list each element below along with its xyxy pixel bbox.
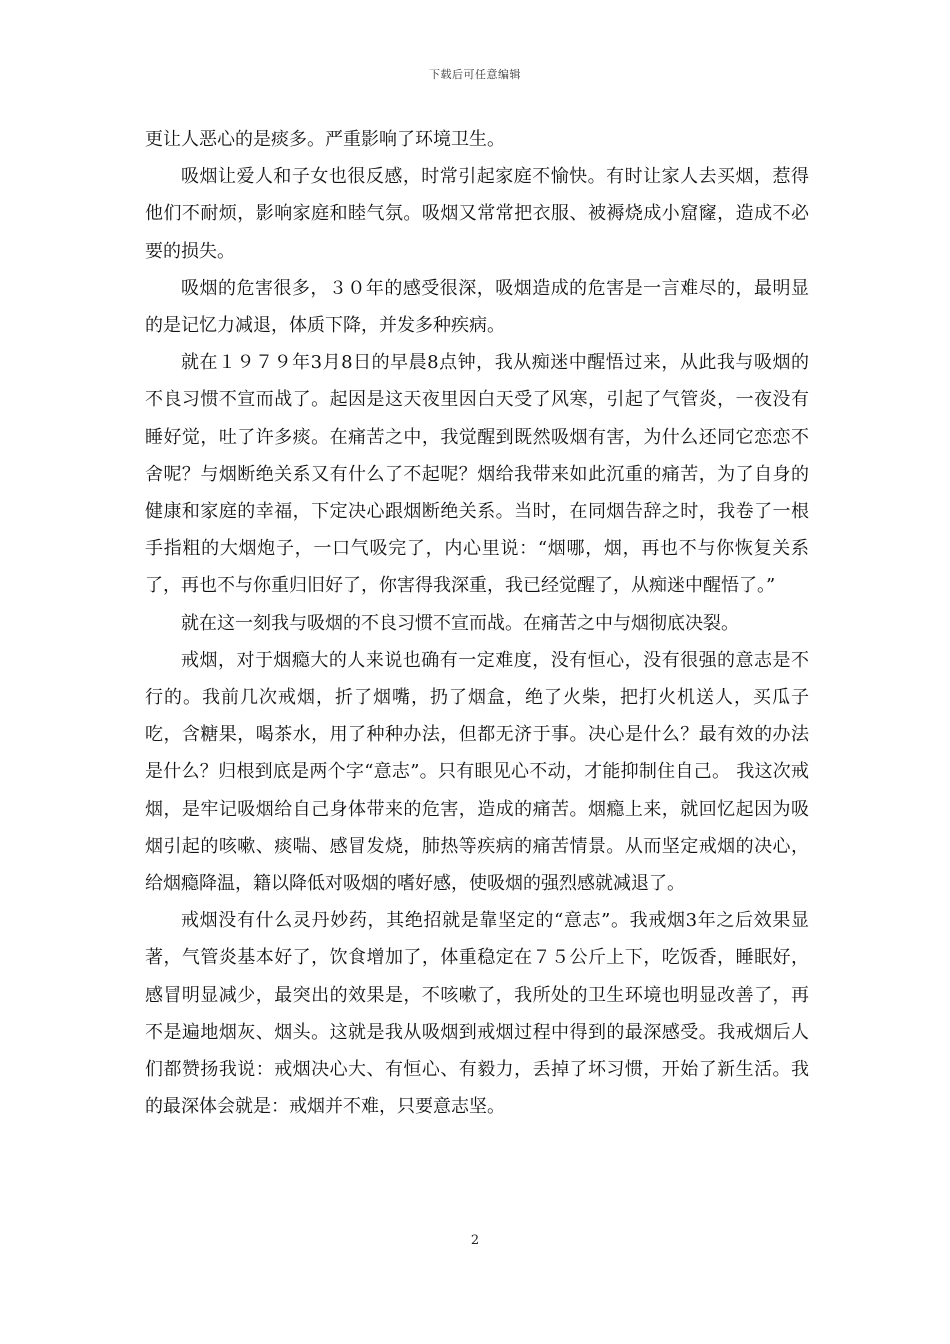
paragraph-harms: 吸烟的危害很多，３０年的感受很深，吸烟造成的危害是一言难尽的，最明显的是记忆力减退，体质下降，并发多种疾病。 [145,277,809,337]
paragraph-continuation: 更让人恶心的是痰多。严重影响了环境卫生。 [145,129,505,150]
page-header: 下载后可任意编辑 [429,68,521,81]
paragraph-awakening: 就在１９７９年3月8日的早晨8点钟，我从痴迷中醒悟过来，从此我与吸烟的不良习惯不宣而战了。起因是这天夜里因白天受了风寒，引起了气管炎，一夜没有睡好觉，吐了许多痰。在痛苦之中，我觉醒到既然吸烟有害，为什么还同它恋恋不舍呢？与烟断绝关系又有什么了不起呢？烟给我带来如此沉重的痛苦，为了自身的健康和家庭的幸福，下定决心跟烟断绝关系。当时，在同烟告辞之时，我卷了一根手指粗的大烟炮子，一口气吸完了，内心里说：“烟哪，烟，再也不与你恢复关系了，再也不与你重归旧好了，你害得我深重，我已经觉醒了，从痴迷中醒悟了。” [145,352,809,597]
paragraph-decision: 就在这一刻我与吸烟的不良习惯不宣而战。在痛苦之中与烟彻底决裂。 [181,612,739,634]
page-number: 2 [470,1233,480,1248]
paragraph-results: 戒烟没有什么灵丹妙药，其绝招就是靠坚定的“意志”。我戒烟3年之后效果显著，气管炎基本好了，饮食增加了，体重稳定在７５公斤上下，吃饭香，睡眠好，感冒明显减少，最突出的效果是，不咳嗽了，我所处的卫生环境也明显改善了，再不是遍地烟灰、烟头。这就是我从吸烟到戒烟过程中得到的最深感受。我戒烟后人们都赞扬我说：戒烟决心大、有恒心、有毅力，丢掉了坏习惯，开始了新生活。我的最深体会就是：戒烟并不难，只要意志坚。 [145,910,809,1118]
paragraph-family: 吸烟让爱人和子女也很反感，时常引起家庭不愉快。有时让家人去买烟，惹得他们不耐烦，影响家庭和睦气氛。吸烟又常常把衣服、被褥烧成小窟窿，造成不必要的损失。 [145,166,809,262]
document-body [145,121,809,1125]
paragraph-willpower: 戒烟，对于烟瘾大的人来说也确有一定难度，没有恒心，没有很强的意志是不行的。我前几次戒烟，折了烟嘴，扔了烟盒，绝了火柴，把打火机送人，买瓜子吃，含糖果，喝茶水，用了种种办法，但都无济于事。决心是什么？最有效的办法是什么？归根到底是两个字“意志”。只有眼见心不动，才能抑制住自己。 我这次戒烟，是牢记吸烟给自己身体带来的危害，造成的痛苦。烟瘾上来，就回忆起因为吸烟引起的咳嗽、痰喘、感冒发烧，肺热等疾病的痛苦情景。从而坚定戒烟的决心，给烟瘾降温，籍以降低对吸烟的嗜好感，使吸烟的强烈感就减退了。 [145,649,809,895]
